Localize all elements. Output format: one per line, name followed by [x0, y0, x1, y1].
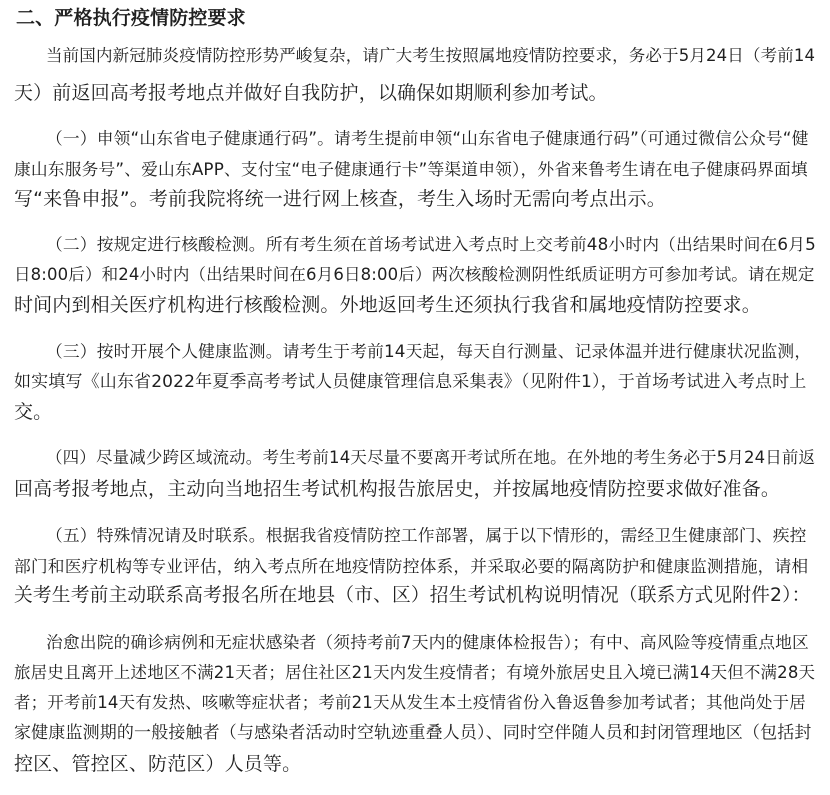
- intro-line-2: 天）前返回高考报考地点并做好自我防护，以确保如期顺利参加考试。: [14, 82, 608, 104]
- item6-line-5: 控区、管控区、防范区）人员等。: [14, 753, 302, 775]
- item4-line-2: 回高考报考地点，主动向当地招生考试机构报告旅居史，并按属地疫情防控要求做好准备。: [14, 478, 781, 500]
- item6-line-1: 治愈出院的确诊病例和无症状感染者（须持考前7天内的健康体检报告）；有中、高风险等疫情重点地区: [46, 632, 809, 652]
- item4-line-1: （四）尽量减少跨区域流动。考生考前14天尽量不要离开考试所在地。在外地的考生务必于5月24日前返: [46, 448, 816, 467]
- item6-line-3: 者；开考前14天有发热、咳嗽等症状者；考前21天从发生本土疫情省份入鲁返鲁参加考试者；其他尚处于居: [14, 693, 806, 712]
- item5-line-3: 关考生考前主动联系高考报名所在地县（市、区）招生考试机构说明情况（联系方式见附件2）：: [14, 585, 811, 606]
- item5-line-2: 部门和医疗机构等专业评估，纳入考点所在地疫情防控体系，并采取必要的隔离防护和健康监测措施，请相: [14, 556, 809, 576]
- item1-line-2: 康山东服务号”、爱山东APP、支付宝“电子健康通行卡”等渠道申领），外省来鲁考生请在电子健康码界面填: [14, 159, 808, 179]
- item2-line-2: 日8:00后）和24小时内（出结果时间在6月6日8:00后）两次核酸检测阴性纸质证明方可参加考试。请在规定: [14, 265, 815, 284]
- item6-line-2: 旅居史且离开上述地区不满21天者；居住社区21天内发生疫情者；有境外旅居史且入境已满14天但不满28天: [14, 663, 816, 682]
- item3-line-3: 交。: [14, 401, 53, 423]
- item5-line-1: （五）特殊情况请及时联系。根据我省疫情防控工作部署，属于以下情形的，需经卫生健康部门、疾控: [46, 525, 807, 545]
- item2-line-3: 时间内到相关医疗机构进行核酸检测。外地返回考生还须执行我省和属地疫情防控要求。: [14, 294, 761, 316]
- item3-line-2: 如实填写《山东省2022年夏季高考考试人员健康管理信息采集表》（见附件1），于首场考试进入考点时上: [14, 372, 807, 392]
- item6-line-4: 家健康监测期的一般接触者（与感染者活动时空轨迹重叠人员）、同时空伴随人员和封闭管理地区（包括封: [14, 723, 812, 743]
- item1-line-3: 写“来鲁申报”。考前我院将统一进行网上核查，考生入场时无需向考点出示。: [14, 188, 666, 210]
- section-heading: 二、严格执行疫情防控要求: [16, 7, 246, 29]
- intro-line-1: 当前国内新冠肺炎疫情防控形势严峻复杂，请广大考生按照属地疫情防控要求，务必于5月24日（考前14: [46, 46, 816, 65]
- item1-line-1: （一）申领“山东省电子健康通行码”。请考生提前申领“山东省电子健康通行码”（可通过微信公众号“健: [46, 128, 809, 148]
- item3-line-1: （三）按时开展个人健康监测。请考生于考前14天起，每天自行测量、记录体温并进行健康状况监测，: [46, 341, 812, 361]
- item2-line-1: （二）按规定进行核酸检测。所有考生须在首场考试进入考点时上交考前48小时内（出结果时间在6月5: [46, 234, 816, 254]
